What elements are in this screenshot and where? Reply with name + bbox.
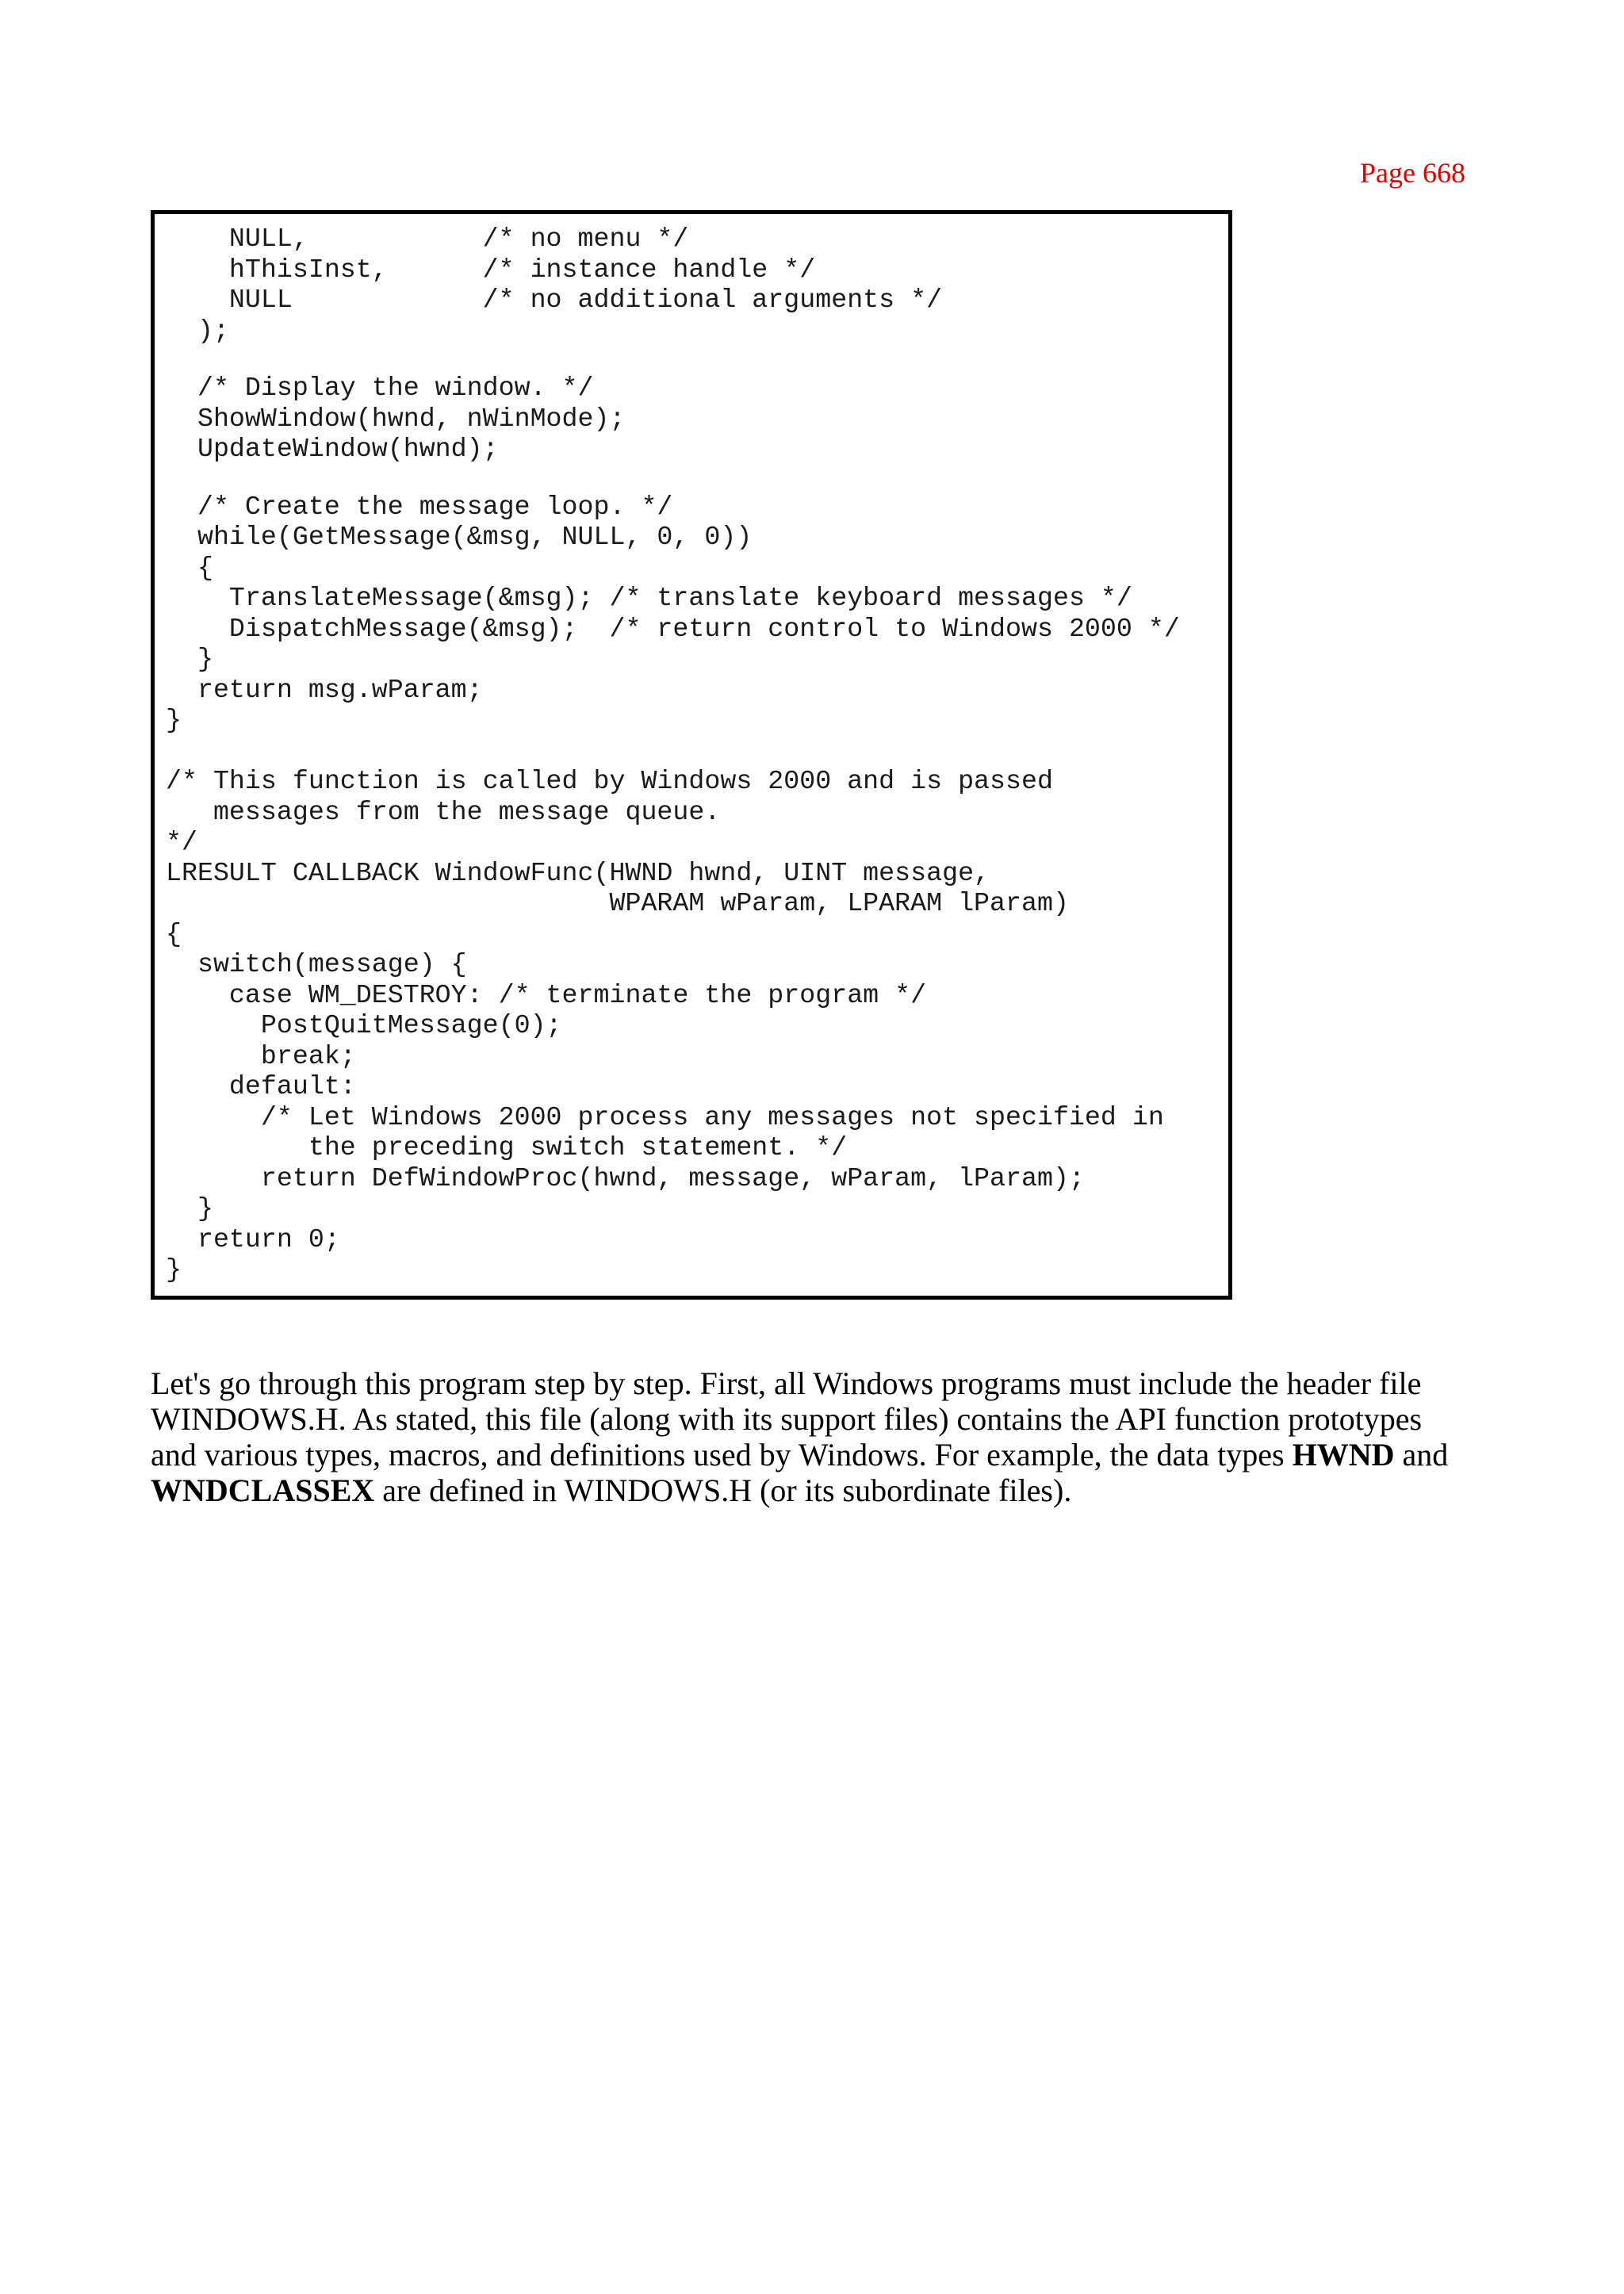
code-line: the preceding switch statement. */ [166, 1132, 848, 1162]
paragraph-text: and [1394, 1437, 1449, 1473]
code-line: case WM_DESTROY: /* terminate the program */ [166, 979, 927, 1010]
code-line: while(GetMessage(&msg, NULL, 0, 0)) [166, 522, 753, 552]
code-line-blank [166, 465, 1228, 492]
code-line: switch(message) { [166, 949, 467, 979]
code-line: return DefWindowProc(hwnd, message, wParam, lParam); [166, 1162, 1085, 1193]
code-line: ShowWindow(hwnd, nWinMode); [166, 403, 626, 434]
code-line: /* Display the window. */ [166, 373, 594, 403]
code-line: return 0; [166, 1224, 340, 1254]
code-line: { [166, 918, 182, 949]
paragraph-text: Let's go through this program step by step. First, all Windows programs must include the header file WINDOWS.H. As stated, this file (along with its support files) contains the API function prototypes and various types, macros, and definitions used by Windows. For example, the data types [151, 1365, 1423, 1473]
code-line: } [166, 1193, 213, 1224]
code-line: /* Create the message loop. */ [166, 491, 673, 522]
code-line: /* This function is called by Windows 2000 and is passed [166, 766, 1053, 796]
code-line: break; [166, 1040, 356, 1071]
code-line: messages from the message queue. [166, 796, 721, 827]
code-line: hThisInst, /* instance handle */ [166, 254, 816, 285]
code-line: default: [166, 1071, 356, 1101]
page-number: Page 668 [1360, 157, 1465, 189]
code-line: UpdateWindow(hwnd); [166, 434, 499, 464]
code-line: TranslateMessage(&msg); /* translate keyboard messages */ [166, 583, 1132, 613]
code-line: WPARAM wParam, LPARAM lParam) [166, 888, 1069, 918]
code-line-blank [166, 346, 1228, 373]
code-line: } [166, 705, 182, 735]
code-line: NULL /* no additional arguments */ [166, 285, 943, 315]
code-line: */ [166, 827, 197, 857]
body-paragraph [151, 1365, 1467, 1508]
code-line: { [166, 552, 213, 583]
code-line-blank [166, 736, 1228, 767]
code-line: /* Let Windows 2000 process any messages not specified in [166, 1101, 1164, 1132]
code-line: ); [166, 315, 229, 346]
code-line: } [166, 1254, 182, 1285]
bold-term-wndclassex: WNDCLASSEX [151, 1473, 375, 1508]
code-line: } [166, 644, 213, 674]
paragraph-text: are defined in WINDOWS.H (or its subordinate files). [374, 1473, 1072, 1508]
code-line: return msg.wParam; [166, 674, 483, 705]
code-line: DispatchMessage(&msg); /* return control to Windows 2000 */ [166, 613, 1180, 644]
code-line: PostQuitMessage(0); [166, 1010, 562, 1040]
code-line: LRESULT CALLBACK WindowFunc(HWND hwnd, UINT message, [166, 857, 990, 888]
code-line: NULL, /* no menu */ [166, 224, 689, 254]
bold-term-hwnd: HWND [1292, 1437, 1395, 1473]
code-listing [151, 210, 1232, 1300]
